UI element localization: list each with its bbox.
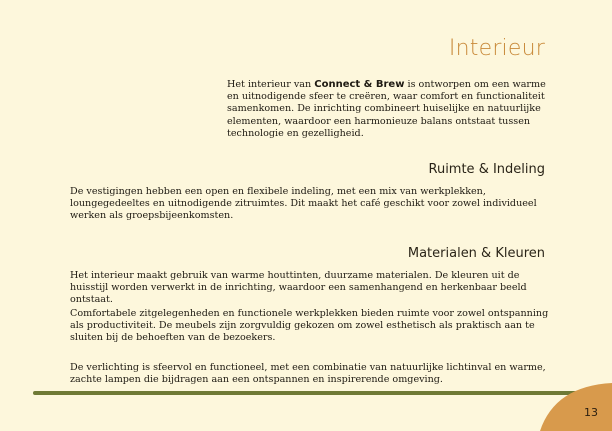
intro-paragraph	[227, 79, 557, 140]
section-paragraph: Comfortabele zitgelegenheden en functionele werkplekken bieden ruimte voor zowel ontspanning als productiviteit. De meubels zijn zorgvuldig gekozen om zowel esthetisch als praktisch aan te sluiten bij de behoeften van de bezoekers.	[70, 308, 549, 344]
page-number: 13	[584, 406, 598, 419]
intro-text-after: is ontworpen om een warme en uitnodigende sfeer te creëren, waar comfort en functionaliteit samenkomen. De inrichting combineert huiselijke en natuurlijke elementen, waardoor een harmonieuze balans ontstaat tussen technologie en gezelligheid.	[227, 79, 546, 139]
brand-name: Connect & Brew	[314, 79, 405, 90]
section-paragraph: De verlichting is sfeervol en functioneel, met een combinatie van natuurlijke lichtinval en warme, zachte lampen die bijdragen aan een ontspannen en inspirerende omgeving.	[70, 362, 546, 386]
divider-rule	[33, 391, 578, 395]
section-paragraph: De vestigingen hebben een open en flexibele indeling, met een mix van werkplekken, loungegedeeltes en uitnodigende zitruimtes. Dit maakt het café geschikt voor zowel individueel werken als groepsbijeenkomsten.	[70, 186, 537, 222]
section-heading-materialen-kleuren: Materialen & Kleuren	[407, 246, 545, 261]
corner-decoration	[532, 383, 612, 431]
section-heading-ruimte-indeling: Ruimte & Indeling	[428, 162, 545, 177]
page-title: Interieur	[448, 36, 545, 61]
intro-text-before: Het interieur van	[227, 79, 315, 90]
section-paragraph: Het interieur maakt gebruik van warme houttinten, duurzame materialen. De kleuren uit de huisstijl worden verwerkt in de inrichting, waardoor een samenhangend en herkenbaar beeld ontstaat.	[70, 270, 527, 306]
